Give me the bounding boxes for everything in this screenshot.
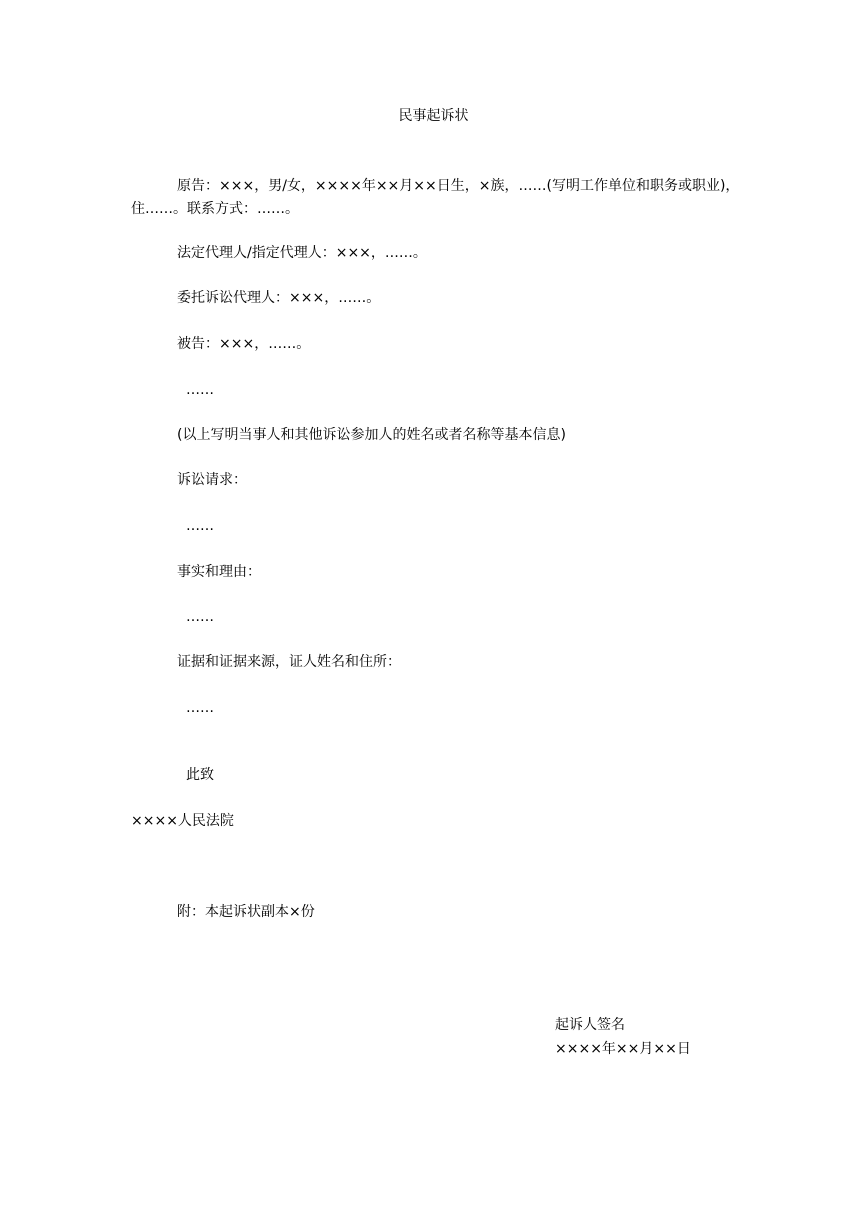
ellipsis-line: …… <box>186 382 214 398</box>
entrusted-agent-line: 委托诉讼代理人：×××，……。 <box>177 290 381 306</box>
document-title: 民事起诉状 <box>398 108 469 124</box>
ellipsis-line: …… <box>186 518 214 534</box>
ellipsis-line: …… <box>186 700 214 716</box>
ellipsis-line: …… <box>186 609 214 625</box>
signature-label: 起诉人签名 <box>555 1017 625 1033</box>
date-line: ××××年××月××日 <box>555 1041 691 1057</box>
defendant-line: 被告：×××，……。 <box>177 336 311 352</box>
closing-line: 此致 <box>186 767 214 783</box>
legal-agent-line: 法定代理人/指定代理人：×××，……。 <box>177 245 427 261</box>
court-line: ××××人民法院 <box>131 813 234 829</box>
attachment-line: 附：本起诉状副本×份 <box>177 904 315 920</box>
claims-heading: 诉讼请求： <box>177 472 247 488</box>
plaintiff-paragraph: 原告：×××，男/女，××××年××月××日生，×族，……(写明工作单位和职务或职业)，住……。联系方式：……。 <box>131 178 740 217</box>
facts-heading: 事实和理由： <box>177 564 261 580</box>
parties-note-line: (以上写明当事人和其他诉讼参加人的姓名或者名称等基本信息) <box>177 427 566 443</box>
evidence-heading: 证据和证据来源，证人姓名和住所： <box>177 654 401 670</box>
